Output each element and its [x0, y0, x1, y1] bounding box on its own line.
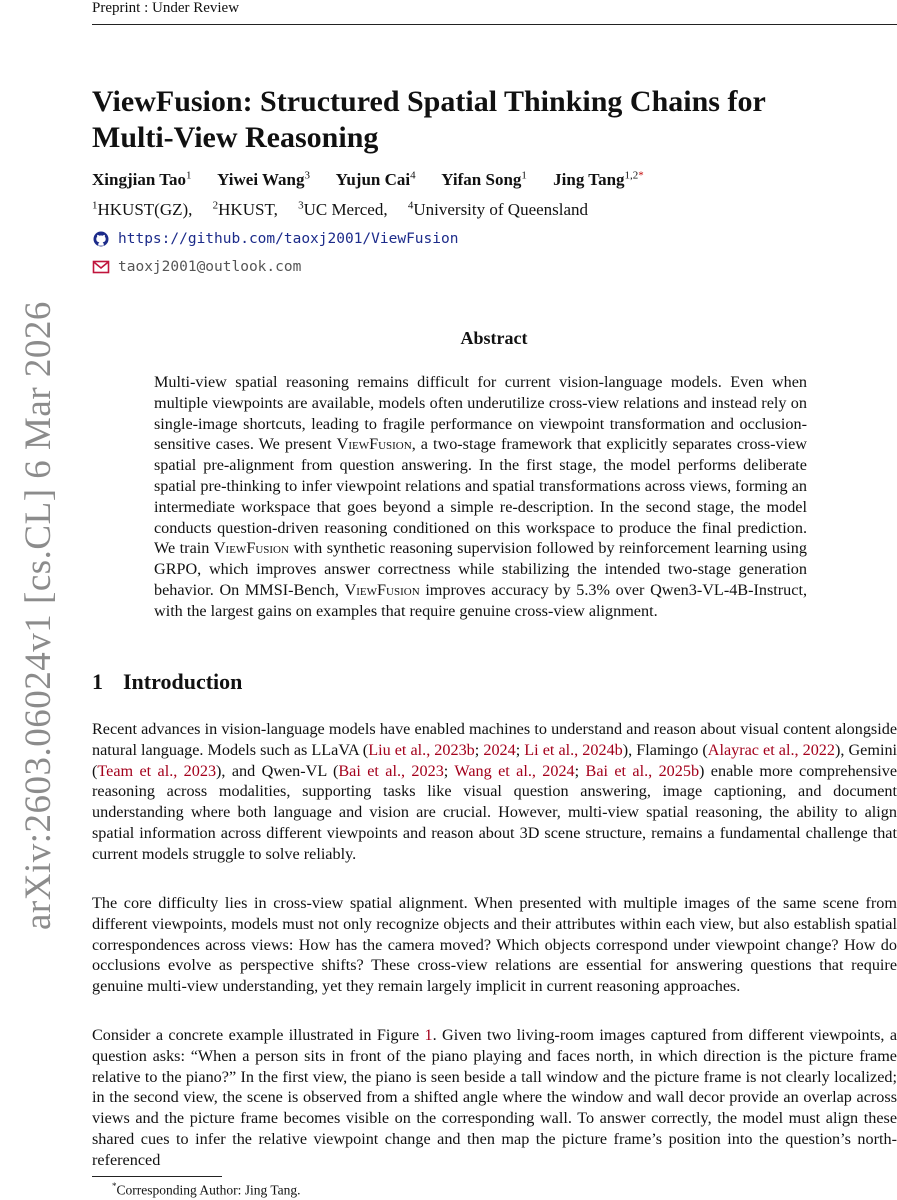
corresponding-author-mark[interactable]: *	[638, 169, 644, 181]
method-name: ViewFusion	[344, 580, 420, 599]
author	[336, 170, 416, 189]
text-segment: ), Gemini (	[92, 740, 897, 780]
text-segment: ;	[515, 740, 525, 759]
section-number: 1	[92, 669, 103, 694]
footnote-mark: *	[112, 1181, 117, 1191]
email-row	[92, 259, 301, 275]
paragraph	[92, 719, 897, 865]
author-name: Xingjian Tao	[92, 169, 187, 189]
author-name: Jing Tang	[553, 169, 625, 189]
paper-title: ViewFusion: Structured Spatial Thinking Chains for Multi-View Reasoning	[92, 85, 766, 154]
citation-link[interactable]: Liu et al., 2023b	[368, 740, 475, 759]
affiliation-number: 3	[298, 199, 304, 211]
paragraph	[92, 1025, 897, 1171]
footnote-rule	[92, 1176, 222, 1177]
author	[217, 170, 310, 189]
text-segment: ;	[443, 761, 455, 780]
citation-link[interactable]: Alayrac et al., 2022	[707, 740, 835, 759]
author-affiliation-mark: 1	[186, 169, 192, 181]
text-segment: Consider a concrete example illustrated in Figure	[92, 1026, 425, 1044]
text-segment: ), and Qwen-VL (	[216, 761, 339, 780]
affiliation	[92, 200, 192, 219]
text-segment: ;	[574, 761, 586, 780]
running-header	[92, 0, 897, 25]
affiliation-number: 4	[407, 199, 414, 211]
author	[441, 170, 527, 189]
citation-link[interactable]: Bai et al., 2025b	[585, 761, 700, 780]
affiliation-name: HKUST(GZ),	[97, 199, 193, 219]
paragraph: The core difficulty lies in cross-view spatial alignment. When presented with multiple images of the same scene from different viewpoints, models must not only recognize objects and their attributes within each view, but also establish spatial correspondences across views: How has the camera moved? Which objects correspond under viewpoint change? How do occlusions evolve as perspective shifts? These cross-view relations are essential for answering questions that require genuine multi-view understanding, yet they remain largely implicit in current reasoning approaches.	[92, 894, 897, 996]
author-name: Yiwei Wang	[217, 169, 305, 189]
affiliation	[213, 200, 278, 219]
method-name: ViewFusion	[213, 539, 289, 558]
author-list	[92, 169, 666, 190]
section-title-text: Introduction	[123, 669, 243, 694]
affiliation-name: HKUST,	[218, 199, 278, 219]
text-segment: ), Flamingo (	[622, 740, 708, 759]
author-name: Yifan Song	[441, 169, 522, 189]
abstract-segment: with synthetic reasoning supervision followed by reinforcement learning using GRPO, which improves answer correctness while stabilizing the intended two-stage generation behavior. On MMSI-Bench,	[154, 539, 807, 599]
method-name: ViewFusion	[336, 435, 412, 454]
figure-reference-link[interactable]: 1	[424, 1026, 433, 1044]
abstract-heading: Abstract	[460, 328, 528, 348]
author	[553, 170, 644, 189]
author-affiliation-mark: 3	[304, 169, 311, 181]
text-segment: . Given two living-room images captured from different viewpoints, a question asks: “When a person sits in front of the piano playing and faces north, in which direction is the picture frame relative to the piano?” In the first view, the piano is seen beside a tall window and the picture frame is not clearly localized; in the second view, the scene is observed from a shifted angle where the window and wall decor provide an overlap across views and the picture frame becomes visible on the corresponding wall. To answer correctly, the model must align these shared cues to infer the relative viewpoint change and then map the picture frame’s position into the question’s north-referenced	[92, 1026, 897, 1169]
running-head-text: Preprint : Under Review	[92, 0, 240, 16]
author-affiliation-mark: 1	[521, 169, 527, 181]
text-segment: Recent advances in vision-language models have enabled machines to understand and reason about visual content alongside natural language. Models such as LLaVA (	[92, 720, 897, 759]
github-url-link[interactable]: https://github.com/taoxj2001/ViewFusion	[118, 231, 459, 247]
github-icon	[92, 231, 110, 247]
github-link-row	[92, 231, 458, 247]
citation-link[interactable]: 2024	[483, 740, 516, 759]
text-segment: ;	[474, 740, 484, 759]
section-heading-introduction	[92, 669, 242, 695]
author-affiliation-mark: 1,2	[624, 169, 639, 181]
abstract-segment: , a two-stage framework that explicitly separates cross-view spatial pre-alignment from question answering. In the first stage, the model performs deliberate spatial pre-thinking to infer viewpoint relations and spatial transformations across views, forming an intermediate workspace that goes beyond a simple re-description. In the second stage, the model conducts question-driven reasoning conditioned on this workspace to produce the final prediction. We train	[154, 435, 808, 558]
abstract-segment: improves accuracy by 5.3% over Qwen3-VL-4B-Instruct, with the largest gains on examples that require genuine cross-view alignment.	[154, 580, 807, 620]
footnote-text: Corresponding Author: Jing Tang.	[116, 1182, 301, 1198]
text-segment: ) enable more comprehensive reasoning across modalities, supporting tasks like visual question answering, image captioning, and document understanding where both language and vision are crucial. However, multi-view spatial reasoning, the ability to align spatial information across different viewpoints and reason about 3D scene structure, remains a fundamental challenge that current models struggle to solve reliably.	[92, 761, 897, 863]
citation-link[interactable]: Li et al., 2024b	[524, 740, 623, 759]
affiliation	[408, 200, 588, 219]
affiliation-number: 1	[92, 199, 98, 211]
abstract-text	[154, 372, 807, 622]
arxiv-stamp: arXiv:2603.06024v1 [cs.CL] 6 Mar 2026	[18, 301, 59, 930]
author-affiliation-mark: 4	[410, 169, 416, 181]
citation-link[interactable]: Bai et al., 2023	[338, 761, 444, 780]
author-name: Yujun Cai	[335, 169, 411, 189]
author	[92, 170, 192, 189]
affiliation	[298, 200, 388, 219]
abstract-segment: Multi-view spatial reasoning remains difficult for current vision-language models. Even when multiple viewpoints are available, models often underutilize cross-view relations and instead rely on single-image shortcuts, leading to fragile performance on viewpoint transformation and occlusion-sensitive cases. We present	[154, 373, 807, 454]
affiliation-list	[92, 199, 604, 220]
citation-link[interactable]: Wang et al., 2024	[454, 761, 575, 780]
affiliation-number: 2	[212, 199, 219, 211]
citation-link[interactable]: Team et al., 2023	[97, 761, 217, 780]
envelope-icon	[92, 259, 110, 275]
email-link[interactable]: taoxj2001@outlook.com	[118, 259, 302, 275]
affiliation-name: University of Queensland	[413, 199, 589, 219]
affiliation-name: UC Merced,	[303, 199, 388, 219]
footnote	[112, 1181, 301, 1199]
